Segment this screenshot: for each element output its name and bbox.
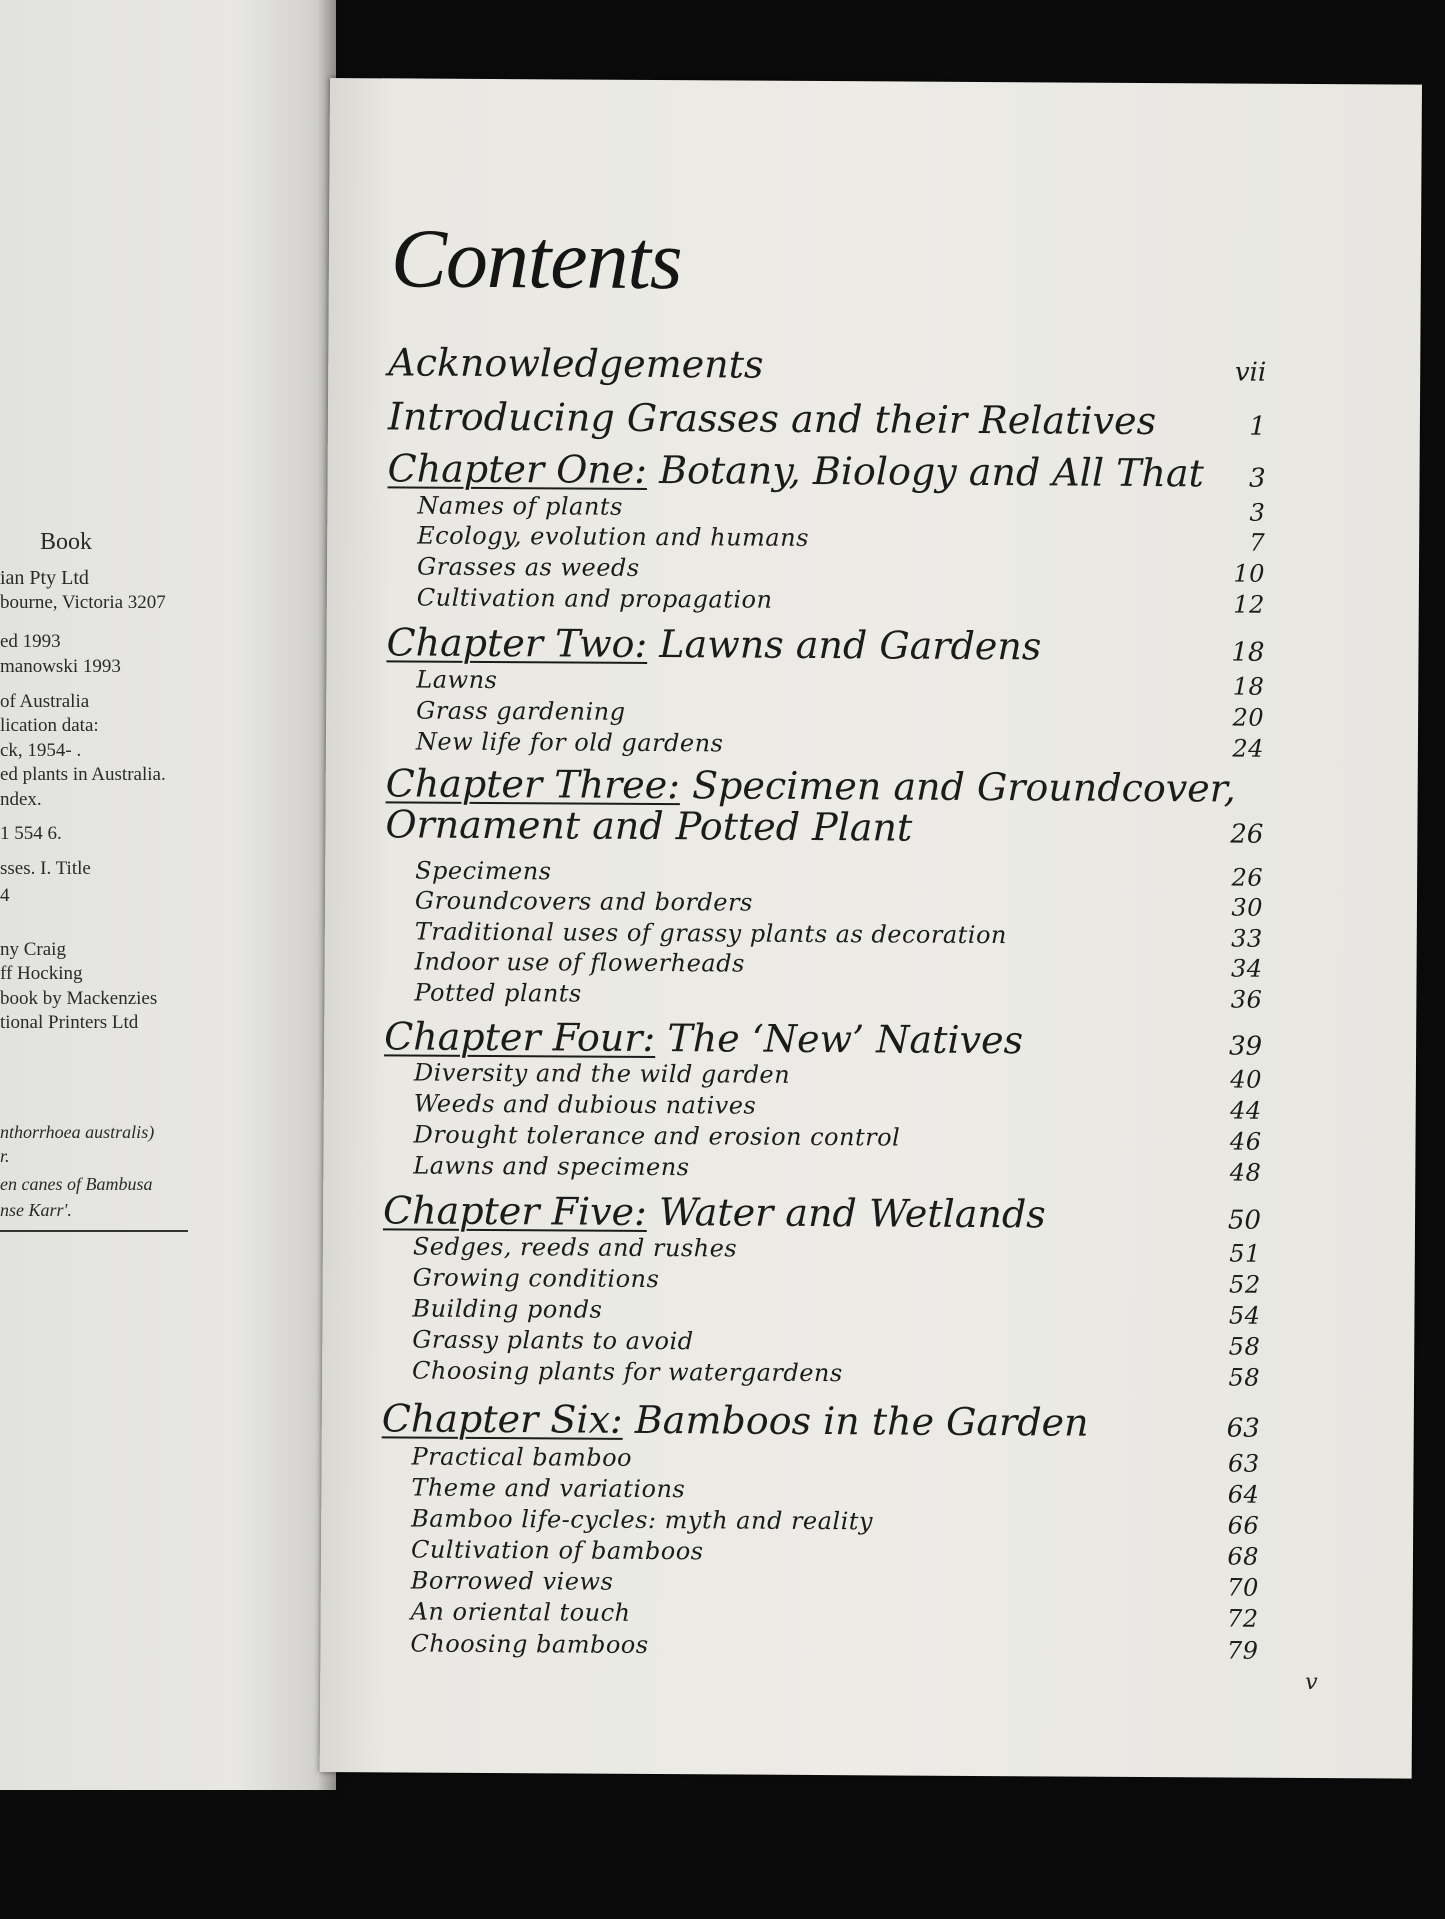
toc-section-entry <box>413 1089 1262 1125</box>
toc-entry-label <box>413 1152 689 1182</box>
imprint-line: ny Craig <box>0 939 66 960</box>
toc-entry-label <box>411 1443 632 1472</box>
toc-page-number: 58 <box>1228 1332 1261 1361</box>
toc-entry-label <box>388 340 763 386</box>
imprint-line: book by Mackenzies <box>0 988 158 1009</box>
toc-section-entry <box>413 1151 1262 1187</box>
toc-page-number: 68 <box>1227 1542 1260 1571</box>
toc-entry-label <box>414 1090 757 1120</box>
toc-entry-text: Choosing bamboos <box>410 1629 649 1659</box>
toc-page-number: 70 <box>1227 1573 1259 1602</box>
imprint-line: ndex. <box>0 789 42 810</box>
toc-entry-text: Groundcovers and borders <box>414 886 753 917</box>
toc-entry-label <box>383 1188 1046 1236</box>
imprint-line: 1 554 6. <box>0 823 62 844</box>
toc-page-number: 18 <box>1231 637 1265 668</box>
toc-section-entry <box>412 1325 1261 1361</box>
toc-page-number: 39 <box>1228 1031 1263 1062</box>
toc-entry-label <box>411 1567 614 1596</box>
imprint-line: en canes of Bambusa <box>0 1174 153 1194</box>
toc-page-number: 7 <box>1249 528 1266 557</box>
toc-section-entry <box>413 1120 1262 1156</box>
table-of-contents <box>320 78 1422 1779</box>
toc-entry-text: Bamboos in the Garden <box>622 1397 1089 1445</box>
toc-page-number: 26 <box>1231 863 1264 892</box>
toc-chapter-number: Chapter One: <box>387 446 648 492</box>
toc-entry-text: Water and Wetlands <box>646 1189 1046 1237</box>
toc-entry-text: Grasses as weeds <box>416 552 640 582</box>
toc-entry-label <box>411 1474 685 1504</box>
imprint-line: of Australia <box>0 691 90 712</box>
toc-entry-text: Cultivation and propagation <box>416 583 773 614</box>
toc-entry-label <box>411 1598 631 1627</box>
toc-entry-text: Potted plants <box>414 978 582 1008</box>
toc-entry-text: Sedges, reeds and rushes <box>412 1232 738 1263</box>
toc-page-number: 52 <box>1229 1270 1261 1299</box>
imprint-line: lication data: <box>0 715 99 736</box>
toc-section-entry <box>411 1473 1260 1509</box>
toc-chapter-entry <box>388 340 1267 388</box>
toc-entry-text: Lawns and specimens <box>413 1151 690 1182</box>
toc-page-number: 44 <box>1230 1096 1262 1125</box>
toc-chapter-number: Chapter Three: <box>385 761 681 808</box>
toc-section-entry <box>410 1535 1260 1571</box>
toc-chapter-number: Chapter Five: <box>382 1188 648 1234</box>
toc-entry-text: Lawns and Gardens <box>647 621 1042 669</box>
toc-section-entry <box>415 856 1264 892</box>
toc-entry-label <box>382 1396 1089 1444</box>
toc-entry-text: Acknowledgements <box>388 340 764 387</box>
imprint-line: nse Karr'. <box>0 1200 72 1220</box>
toc-chapter-entry <box>386 620 1265 669</box>
toc-section-entry <box>410 1629 1259 1665</box>
toc-entry-label <box>415 948 745 978</box>
toc-section-entry <box>414 886 1264 922</box>
toc-entry-label <box>417 553 640 582</box>
toc-entry-text: Ecology, evolution and humans <box>417 521 810 552</box>
toc-page-number: 48 <box>1229 1158 1262 1187</box>
toc-entry-label <box>415 887 753 917</box>
imprint-line: ed plants in Australia. <box>0 764 166 785</box>
toc-page-number: 3 <box>1249 498 1266 527</box>
toc-entry-text: Introducing Grasses and their Relatives <box>387 394 1157 444</box>
toc-entry-label <box>411 1536 704 1566</box>
imprint-line: tional Printers Ltd <box>0 1012 139 1033</box>
toc-chapter-entry <box>382 1188 1262 1237</box>
toc-entry-text: An oriental touch <box>410 1597 631 1627</box>
imprint-rule <box>0 1230 188 1232</box>
toc-entry-label <box>416 697 626 726</box>
imprint-line: sses. I. Title <box>0 858 91 879</box>
toc-entry-label <box>413 1233 737 1263</box>
toc-page-number: 40 <box>1230 1065 1262 1094</box>
toc-entry-text: Grass gardening <box>416 696 626 726</box>
imprint-line: r. <box>0 1146 10 1166</box>
toc-entry-label <box>414 1059 790 1089</box>
imprint-line: ck, 1954- . <box>0 740 82 761</box>
toc-entry-text: Cultivation of bamboos <box>410 1535 704 1566</box>
toc-entry-label <box>416 728 724 758</box>
toc-entry-label <box>384 1014 1023 1062</box>
toc-section-entry <box>417 521 1266 557</box>
imprint-line: manowski 1993 <box>0 656 121 677</box>
toc-section-entry <box>411 1504 1260 1540</box>
toc-page-number: 12 <box>1233 590 1265 619</box>
toc-chapter-number: Chapter Four: <box>384 1014 656 1061</box>
toc-page-number: 64 <box>1227 1480 1260 1509</box>
toc-entry-text: Building ponds <box>412 1294 603 1324</box>
toc-entry-text: Specimen and Groundcover, <box>679 763 1236 811</box>
toc-page-number: 63 <box>1227 1449 1260 1478</box>
toc-entry-text: New life for old gardens <box>415 727 724 758</box>
toc-page-number: 10 <box>1233 559 1266 588</box>
imprint-line: Book <box>40 529 93 555</box>
toc-section-entry <box>410 1597 1259 1633</box>
imprint-line: ian Pty Ltd <box>0 567 89 589</box>
toc-entry-label <box>412 1326 693 1356</box>
toc-entry-label <box>411 1505 873 1536</box>
toc-page-number: 33 <box>1231 924 1263 953</box>
toc-entry-label <box>385 802 912 849</box>
toc-section-entry <box>414 978 1263 1014</box>
toc-chapter-entry <box>385 761 1264 811</box>
toc-entry-text: Lawns <box>416 665 498 695</box>
toc-entry-label <box>412 1357 843 1388</box>
toc-section-entry <box>412 1294 1261 1330</box>
toc-entry-text: Choosing plants for watergardens <box>412 1356 843 1388</box>
toc-entry-label <box>417 492 623 521</box>
toc-entry-text: Traditional uses of grassy plants as decoration <box>414 917 1008 950</box>
toc-entry-label <box>413 1264 660 1294</box>
imprint-line: bourne, Victoria 3207 <box>0 592 166 613</box>
toc-page-number: 66 <box>1227 1511 1260 1540</box>
toc-entry-text: The ‘New’ Natives <box>655 1016 1024 1063</box>
toc-section-entry <box>416 583 1265 619</box>
toc-entry-label <box>414 979 582 1008</box>
toc-page-number: vii <box>1234 357 1267 388</box>
toc-page-number: 30 <box>1231 893 1264 922</box>
toc-page-number: 46 <box>1229 1127 1262 1156</box>
toc-entry-text: Bamboo life-cycles: myth and reality <box>411 1504 874 1536</box>
toc-entry-text: Weeds and dubious natives <box>413 1089 757 1120</box>
toc-chapter-entry <box>387 394 1266 444</box>
toc-entry-text: Practical bamboo <box>411 1442 633 1472</box>
toc-section-entry <box>414 917 1263 953</box>
toc-entry-text: Specimens <box>415 856 552 886</box>
toc-section-entry <box>416 552 1266 588</box>
toc-section-entry <box>410 1566 1259 1602</box>
imprint-line: 4 <box>0 885 10 906</box>
toc-entry-text: Growing conditions <box>412 1263 660 1294</box>
toc-section-entry <box>415 727 1265 763</box>
toc-section-entry <box>412 1356 1261 1392</box>
toc-entry-label <box>412 1295 602 1324</box>
toc-entry-text: Theme and variations <box>411 1473 686 1504</box>
toc-page-number: 63 <box>1226 1413 1260 1444</box>
imprint-line: nthorrhoea australis) <box>0 1122 155 1142</box>
toc-entry-label <box>417 522 809 552</box>
toc-entry-label <box>388 394 1156 443</box>
imprint-line: ed 1993 <box>0 631 61 652</box>
toc-page-number: 18 <box>1232 672 1265 701</box>
toc-page-number: 24 <box>1232 734 1265 763</box>
right-page <box>320 78 1422 1779</box>
toc-page-number: 72 <box>1226 1604 1259 1633</box>
toc-entry-label <box>387 446 1204 495</box>
toc-chapter-entry <box>387 446 1266 496</box>
toc-section-entry <box>411 1442 1260 1478</box>
toc-section-entry <box>416 696 1265 732</box>
toc-page-number: 36 <box>1230 985 1263 1014</box>
toc-entry-text: Diversity and the wild garden <box>413 1058 791 1089</box>
toc-entry-text: Indoor use of flowerheads <box>414 947 745 978</box>
toc-entry-label <box>410 1630 648 1659</box>
toc-page-number: 20 <box>1232 703 1265 732</box>
toc-page-number: 54 <box>1228 1301 1261 1330</box>
toc-entry-label <box>415 918 1007 950</box>
toc-entry-label <box>386 620 1041 668</box>
toc-entry-label <box>417 584 773 614</box>
page-number: v <box>1305 1669 1318 1696</box>
toc-chapter-entry <box>381 1396 1260 1445</box>
toc-page-number: 51 <box>1229 1239 1261 1268</box>
toc-entry-label <box>416 666 497 694</box>
toc-page-number: 34 <box>1230 954 1263 983</box>
toc-entry-label <box>413 1121 900 1152</box>
toc-entry-text: Ornament and Potted Plant <box>385 802 913 850</box>
toc-page-number: 50 <box>1227 1205 1262 1236</box>
toc-page-number: 1 <box>1249 411 1266 442</box>
toc-entry-text: Names of plants <box>417 491 623 521</box>
toc-section-entry <box>414 947 1263 983</box>
toc-entry-text: Botany, Biology and All That <box>646 447 1205 496</box>
toc-page-number: 26 <box>1230 819 1264 850</box>
toc-entry-label <box>415 857 552 886</box>
toc-page-number: 58 <box>1228 1363 1261 1392</box>
imprint-line: ff Hocking <box>0 963 83 984</box>
toc-section-entry <box>412 1263 1261 1299</box>
toc-entry-text: Grassy plants to avoid <box>412 1325 694 1356</box>
toc-chapter-number: Chapter Six: <box>381 1396 623 1442</box>
toc-entry-text: Borrowed views <box>410 1566 614 1596</box>
toc-chapter-number: Chapter Two: <box>386 620 648 666</box>
toc-page-number: 3 <box>1248 463 1266 494</box>
page-title: Contents <box>390 212 682 308</box>
left-page <box>0 0 336 1790</box>
toc-page-number: 79 <box>1226 1636 1259 1665</box>
toc-entry-text: Drought tolerance and erosion control <box>413 1120 901 1152</box>
toc-chapter-entry <box>384 1014 1263 1063</box>
